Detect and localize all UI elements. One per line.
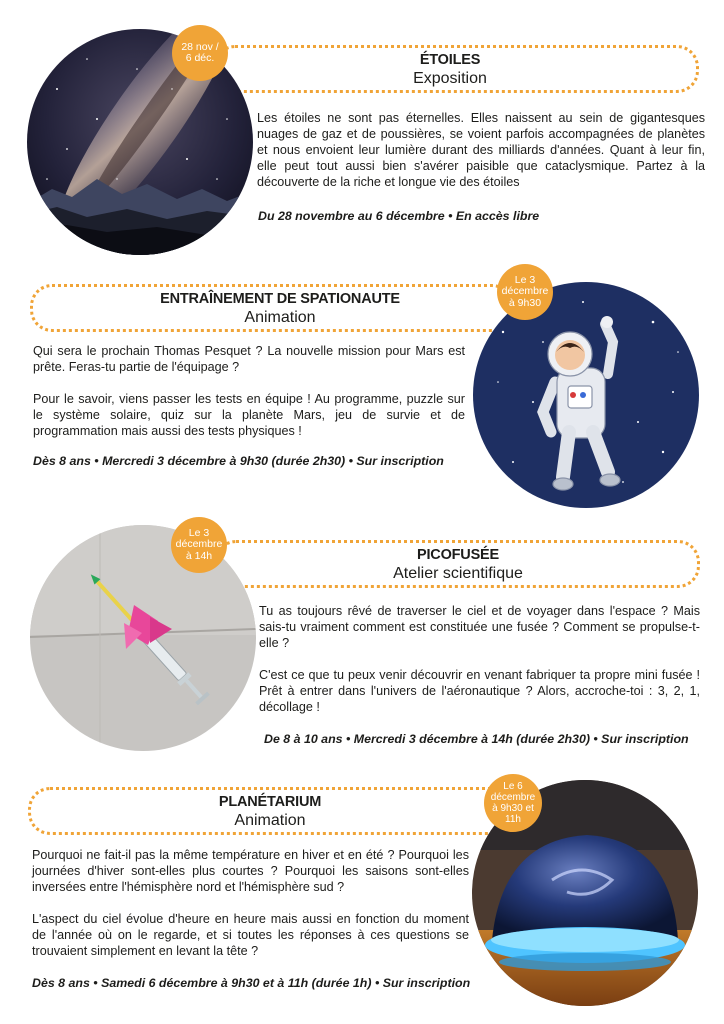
- event-type: Animation: [244, 308, 316, 326]
- event-title: ÉTOILES: [419, 52, 481, 68]
- event-info: Dès 8 ans • Samedi 6 décembre à 9h30 et à 11h (durée 1h) • Sur inscription: [32, 976, 471, 990]
- event-heading: [120, 291, 440, 327]
- event-heading: [120, 794, 420, 830]
- event-heading: [318, 547, 598, 583]
- event-title: ENTRAÎNEMENT DE SPATIONAUTE: [160, 291, 400, 307]
- event-description: Les étoiles ne sont pas éternelles. Elles naissent au sein de gigantesques nuages de gaz et de poussières, se voient parfois accompagnées de planètes et nous envoient leur lumière durant des milliards d'années. Quant à leur fin, elle peut tout aussi bien s'avérer paisible que cataclysmique. Partez à la découverte de la riche et longue vie des étoiles: [257, 111, 705, 189]
- date-badge: Le 3 décembre à 9h30: [497, 264, 553, 320]
- date-badge: 28 nov / 6 déc.: [172, 25, 228, 81]
- event-spationaute: [0, 260, 724, 510]
- date-badge: Le 6 décembre à 9h30 et 11h: [484, 774, 542, 832]
- astronaut-illustration: [473, 282, 699, 508]
- event-type: Atelier scientifique: [393, 564, 523, 582]
- event-description: Pourquoi ne fait-il pas la même température en hiver et en été ? Pourquoi les journées d'hiver sont-elles plus courtes ? Pourquoi les saisons sont-elles inversées entre l'hémisphère nord et l'hémisphère sud ? L'aspect du ciel évolue d'heure en heure mais aussi en fonction du moment de l'année où on le regarde, et si toutes les réponses à ces questions se trouvaient simplement en levant la tête ?: [32, 848, 469, 958]
- event-description: Qui sera le prochain Thomas Pesquet ? La nouvelle mission pour Mars est prête. Feras-tu partie de l'équipage ? Pour le savoir, viens passer les tests en équipe ! Au programme, puzzle sur le système solaire, quiz sur la planète Mars, jeu de survie et de programmation mais aussi des tests physiques !: [33, 344, 465, 438]
- event-heading: [300, 52, 600, 88]
- event-info: De 8 à 10 ans • Mercredi 3 décembre à 14h (durée 2h30) • Sur inscription: [264, 732, 689, 746]
- event-title: PLANÉTARIUM: [218, 794, 322, 810]
- event-type: Exposition: [413, 69, 487, 87]
- event-etoiles: [0, 0, 724, 260]
- event-info: Du 28 novembre au 6 décembre • En accès libre: [258, 209, 540, 223]
- event-planetarium: [0, 760, 724, 1024]
- event-picofusee: [0, 510, 724, 760]
- event-type: Animation: [234, 811, 306, 829]
- date-badge: Le 3 décembre à 14h: [171, 517, 227, 573]
- event-info: Dès 8 ans • Mercredi 3 décembre à 9h30 (durée 2h30) • Sur inscription: [33, 454, 444, 468]
- event-title: PICOFUSÉE: [417, 547, 499, 563]
- event-description: Tu as toujours rêvé de traverser le ciel et de voyager dans l'espace ? Mais sais-tu vraiment comment est constituée une fusée ? Comment se propulse-t-elle ? C'est ce que tu peux venir découvrir en venant fabriquer ta propre mini fusée ! Prêt à entrer dans l'univers de l'aéronautique ? Alors, accroche-toi : 3, 2, 1, décollage !: [259, 604, 700, 714]
